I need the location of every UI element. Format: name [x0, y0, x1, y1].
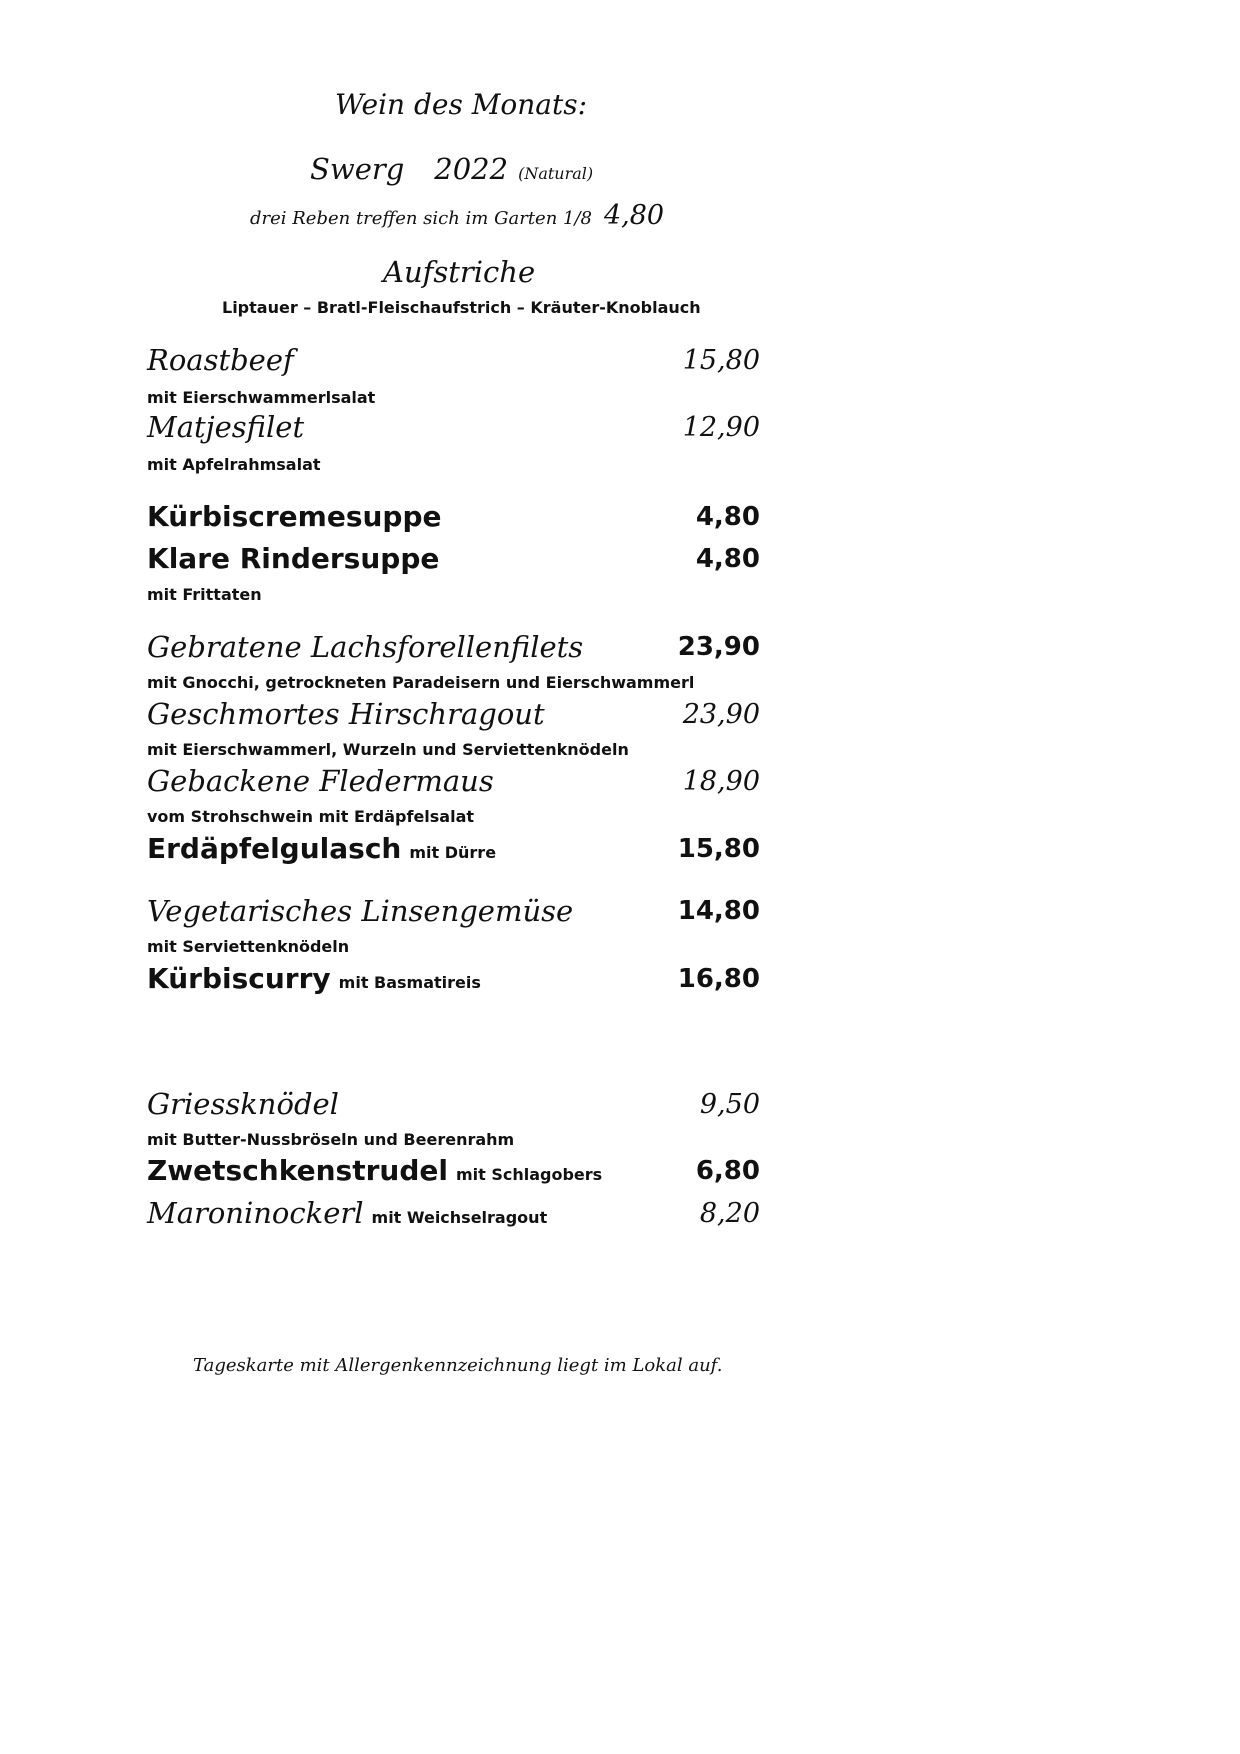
menu-item-description: mit Gnocchi, getrockneten Paradeisern und Eierschwammerl	[147, 673, 695, 692]
menu-item-name: Roastbeef	[147, 343, 294, 377]
menu-item-title: Erdäpfelgulasch	[147, 832, 402, 865]
menu-item-title: Zwetschkenstrudel	[147, 1154, 448, 1187]
menu-item-description: mit Apfelrahmsalat	[147, 455, 321, 474]
menu-item-inline-description: mit Weichselragout	[371, 1208, 548, 1227]
menu-item-inline-description: mit Dürre	[409, 843, 497, 862]
menu-item-name: Griessknödel	[147, 1087, 339, 1121]
menu-item-name	[147, 1196, 547, 1230]
menu-item-description: vom Strohschwein mit Erdäpfelsalat	[147, 807, 475, 826]
menu-item-name	[147, 962, 481, 995]
menu-item-price: 15,80	[682, 345, 760, 376]
wine-price: 4,80	[603, 200, 665, 231]
menu-item-name: Kürbiscremesuppe	[147, 500, 442, 533]
menu-item-price: 4,80	[695, 502, 760, 532]
menu-item-description: mit Frittaten	[147, 585, 262, 604]
menu-item-description: mit Eierschwammerlsalat	[147, 388, 376, 407]
menu-item-price: 23,90	[682, 699, 760, 730]
menu-item-price: 6,80	[695, 1156, 760, 1186]
menu-item-price: 15,80	[677, 834, 760, 864]
wine-description-line	[250, 200, 664, 231]
menu-item-inline-description: mit Basmatireis	[338, 973, 481, 992]
spreads-list: Liptauer – Bratl-Fleischaufstrich – Kräuter-Knoblauch	[222, 298, 701, 317]
spreads-heading: Aufstriche	[383, 255, 536, 289]
menu-item-price: 9,50	[699, 1089, 760, 1120]
menu-item-price: 16,80	[677, 964, 760, 994]
wine-description: drei Reben treffen sich im Garten 1/8	[250, 208, 592, 229]
menu-item-name: Gebackene Fledermaus	[147, 764, 494, 798]
menu-item-price: 14,80	[677, 896, 760, 926]
menu-item-description: mit Butter-Nussbröseln und Beerenrahm	[147, 1130, 515, 1149]
menu-item-description: mit Eierschwammerl, Wurzeln und Serviettenknödeln	[147, 740, 629, 759]
wine-name-line	[310, 152, 593, 186]
allergen-note: Tageskarte mit Allergenkennzeichnung liegt im Lokal auf.	[193, 1355, 723, 1376]
menu-item-name	[147, 832, 496, 865]
menu-item-price: 8,20	[699, 1198, 760, 1229]
menu-item-title: Maroninockerl	[147, 1196, 364, 1230]
menu-item-price: 12,90	[682, 412, 760, 443]
menu-item-price: 23,90	[677, 632, 760, 662]
wine-year: 2022	[434, 152, 509, 186]
menu-item-name: Gebratene Lachsforellenfilets	[147, 630, 584, 664]
wine-of-month-heading: Wein des Monats:	[335, 88, 588, 121]
menu-item-name	[147, 1154, 602, 1187]
wine-note: (Natural)	[518, 164, 594, 183]
wine-name: Swerg	[310, 152, 405, 186]
menu-item-name: Geschmortes Hirschragout	[147, 697, 545, 731]
menu-item-name: Vegetarisches Linsengemüse	[147, 894, 574, 928]
menu-item-inline-description: mit Schlagobers	[455, 1165, 603, 1184]
menu-item-title: Kürbiscurry	[147, 962, 331, 995]
menu-item-description: mit Serviettenknödeln	[147, 937, 350, 956]
menu-item-name: Klare Rindersuppe	[147, 542, 440, 575]
menu-item-price: 4,80	[695, 544, 760, 574]
menu-item-price: 18,90	[682, 766, 760, 797]
menu-item-name: Matjesfilet	[147, 410, 305, 444]
